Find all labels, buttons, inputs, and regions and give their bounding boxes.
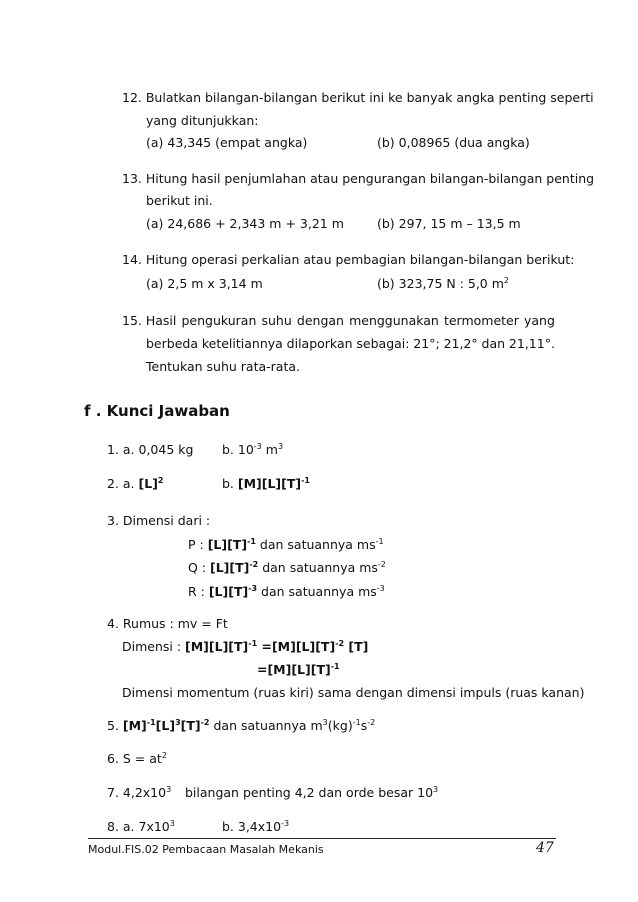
q15-line2: berbeda ketelitiannya dilaporkan sebagai: 21°; 21,2° dan 21,11°. — [146, 336, 555, 351]
q13-option-b: (b) 297, 15 m – 13,5 m — [377, 216, 521, 231]
answer-4-rumus: 4. Rumus : mv = Ft — [107, 616, 228, 631]
answer-2a: 2. a. $[L]^2$ — [107, 475, 164, 491]
q12-line2: yang ditunjukkan: — [146, 113, 259, 128]
q12-option-a: (a) 43,345 (empat angka) — [146, 135, 308, 150]
q12-line1: 12. Bulatkan bilangan-bilangan berikut ini ke banyak angka penting seperti — [122, 90, 594, 105]
answer-3-row-p: P : $[L][T]^{-1}$ dan satuannya $ms^{-1}$ — [188, 536, 384, 552]
answer-3-row-q: Q : $[L][T]^{-2}$ dan satuannya $ms^{-2}$ — [188, 559, 386, 575]
answer-4-dimensi: Dimensi : $[M][L][T]^{-1} =[M][L][T]^{-2}$ [T] — [122, 638, 369, 654]
q15-line1: 15. Hasil pengukuran suhu dengan menggunakan termometer yang — [122, 313, 555, 328]
page-number: 47 — [536, 840, 554, 856]
q14-option-b: (b) 323,75 N : 5,0 $m^2$ — [377, 275, 510, 291]
answer-4-conclusion: Dimensi momentum (ruas kiri) sama dengan dimensi impuls (ruas kanan) — [122, 685, 585, 700]
q14-line1: 14. Hitung operasi perkalian atau pembagian bilangan-bilangan berikut: — [122, 252, 575, 267]
footer-module-title: Modul.FIS.02 Pembacaan Masalah Mekanis — [88, 843, 324, 856]
q13-option-a: (a) 24,686 + 2,343 m + 3,21 m — [146, 216, 344, 231]
answer-3-row-r: R : $[L][T]^{-3}$ dan satuannya $ms^{-3}$ — [188, 583, 385, 599]
answer-6: 6. $S = at^2$ — [107, 750, 167, 766]
answer-8b: b. $3,4x10^{-3}$ — [222, 818, 290, 834]
answer-3-intro: 3. Dimensi dari : — [107, 513, 211, 528]
answer-4-dimensi-result: $=[M][L][T]^{-1}$ — [257, 661, 340, 677]
answer-2b: b. $[M][L][T]^{-1}$ — [222, 475, 310, 491]
answer-1b: b. $10^{-3}$ $m^3$ — [222, 441, 284, 457]
answer-1a: 1. a. 0,045 kg — [107, 442, 194, 457]
answer-7b: bilangan penting 4,2 dan orde besar $10^3$ — [185, 784, 439, 800]
footer-divider — [88, 838, 556, 839]
q13-line2: berikut ini. — [146, 193, 213, 208]
q14-option-a: (a) 2,5 m x 3,14 m — [146, 276, 263, 291]
answer-key-heading: f . Kunci Jawaban — [84, 402, 230, 420]
answer-7a: 7. $4,2x10^3$ — [107, 784, 172, 800]
q13-line1: 13. Hitung hasil penjumlahan atau pengurangan bilangan-bilangan penting — [122, 171, 595, 186]
q12-option-b: (b) 0,08965 (dua angka) — [377, 135, 530, 150]
q15-line3: Tentukan suhu rata-rata. — [146, 359, 300, 374]
answer-8a: 8. a. $7x10^3$ — [107, 818, 175, 834]
answer-5: 5. $[M]^{-1}[L]^3[T]^{-2}$ dan satuannya $m^3(kg)^{-1}s^{-2}$ — [107, 717, 376, 733]
